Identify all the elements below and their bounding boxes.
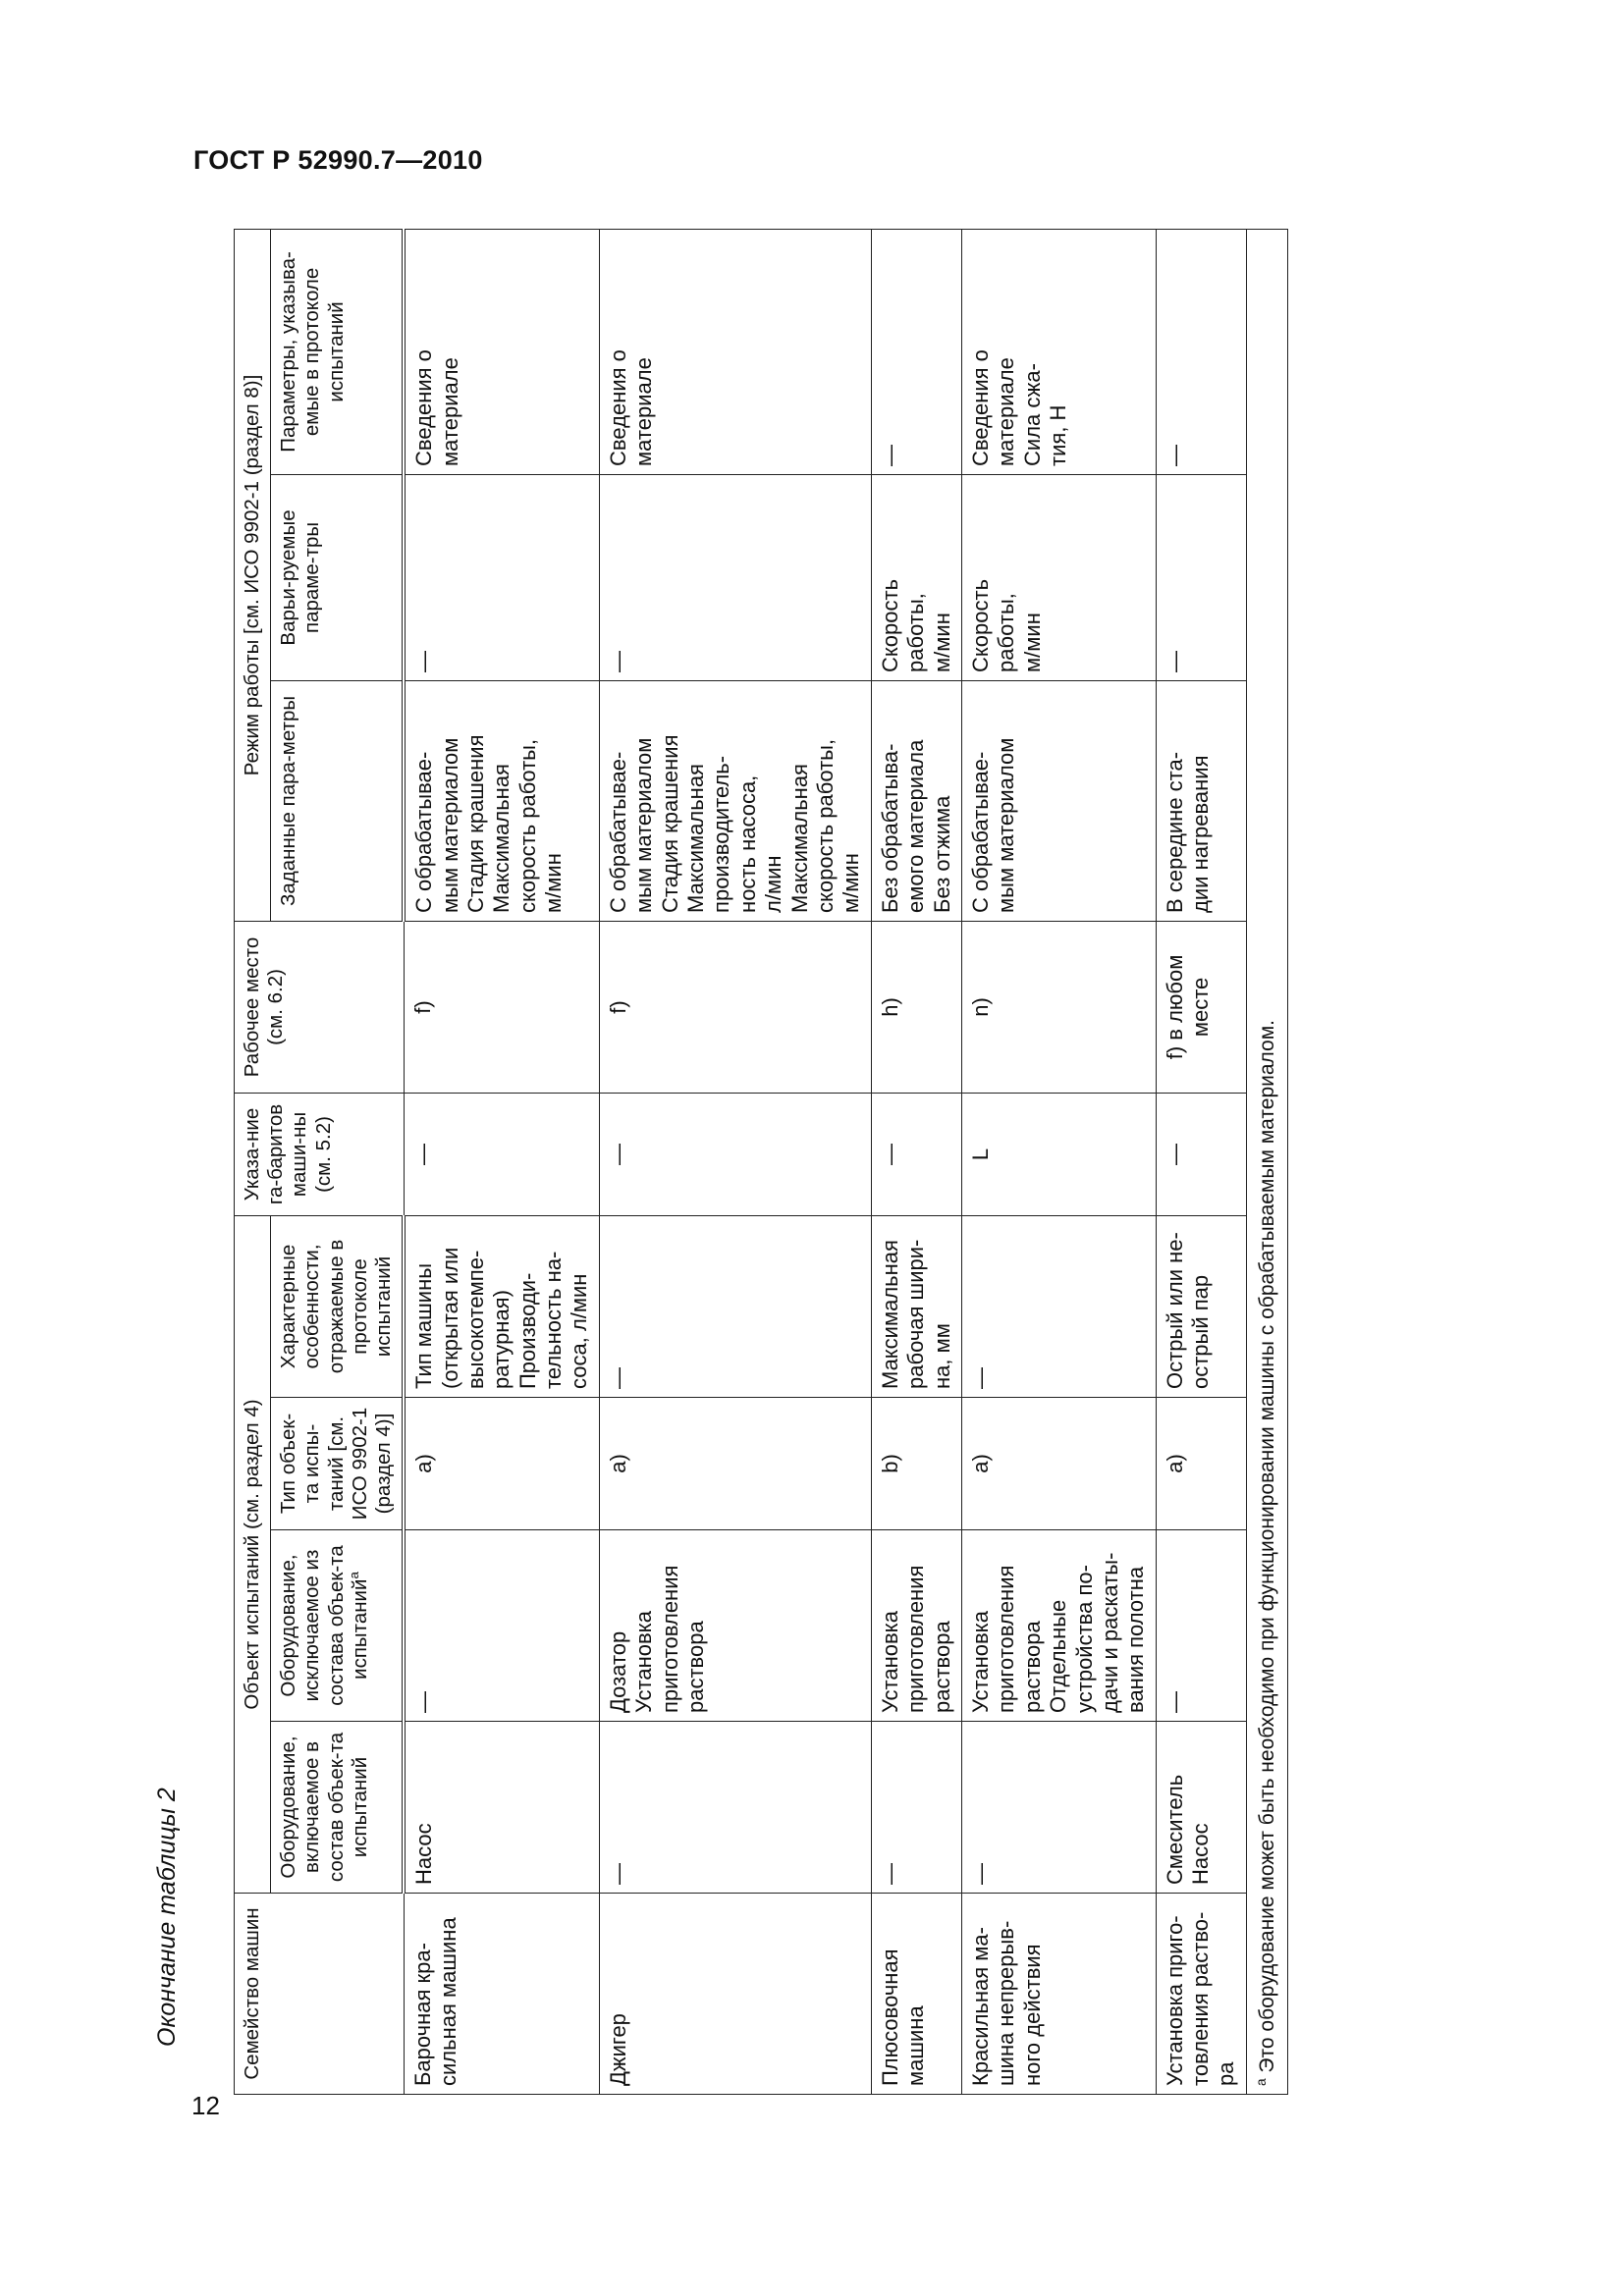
- table-footnote: [1246, 229, 1287, 2094]
- cell-line: на, мм: [929, 1323, 954, 1389]
- cell-line: материале: [994, 357, 1019, 466]
- equipment-excluded-cell: [871, 1530, 961, 1722]
- cell-line: f): [409, 1000, 435, 1014]
- cell-line: а): [1162, 1454, 1187, 1473]
- report-parameters-cell: [961, 229, 1156, 474]
- cell-line: Максимальная: [489, 764, 514, 913]
- cell-line: Сведения о: [411, 349, 437, 466]
- cell-line: (открытая или: [437, 1247, 462, 1389]
- workplace-cell: [871, 921, 961, 1093]
- cell-line: м/мин: [541, 853, 567, 913]
- equipment-included-cell: [1156, 1722, 1246, 1894]
- document-code-header: ГОСТ Р 52990.7—2010: [193, 145, 483, 175]
- object-type-cell: [599, 1398, 871, 1530]
- cell-line: Тип машины: [411, 1262, 437, 1389]
- header-equipment-excluded-text: Оборудование, исключаемое из состава объек-та испытаний: [277, 1545, 371, 1706]
- set-parameters-cell: [961, 680, 1156, 921]
- header-operating-mode-group: Режим работы [см. ИСО 9902-1 (раздел 8)]: [235, 229, 271, 921]
- family-cell: [961, 1894, 1156, 2095]
- header-workplace: Рабочее место (см. 6.2): [235, 921, 405, 1093]
- table-row: [961, 229, 1156, 2094]
- machine-families-table: [234, 229, 1288, 2095]
- report-parameters-cell: [404, 229, 599, 474]
- cell-line: h): [877, 997, 902, 1017]
- cell-line: Без отжима: [929, 795, 954, 913]
- cell-line: —: [409, 1143, 435, 1165]
- cell-line: f) в любом: [1162, 954, 1187, 1060]
- cell-line: —: [877, 1143, 902, 1165]
- features-cell: [1156, 1215, 1246, 1397]
- cell-line: машина: [903, 2005, 929, 2086]
- cell-line: тельность на-: [541, 1251, 567, 1389]
- object-type-cell: [1156, 1398, 1246, 1530]
- cell-line: скорость работы,: [812, 738, 838, 913]
- header-object-type: Тип объек-та испы-таний [см. ИСО 9902-1 (раздел 4)]: [271, 1398, 404, 1530]
- table-row: [1156, 229, 1246, 2094]
- dimensions-cell: [599, 1093, 871, 1215]
- cell-line: Скорость: [967, 578, 993, 672]
- cell-line: —: [605, 1863, 630, 1885]
- cell-line: л/мин: [761, 855, 786, 913]
- dimensions-cell: [404, 1093, 599, 1215]
- cell-line: работы,: [903, 593, 929, 672]
- cell-line: Установка: [631, 1611, 657, 1713]
- cell-line: товления раство-: [1188, 1911, 1214, 2086]
- footnote-text: Это оборудование может быть необходимо при функционировании машины с обрабатываемым материалом.: [1255, 1020, 1278, 2079]
- cell-line: Красильная ма-: [967, 1927, 993, 2086]
- report-parameters-cell: [599, 229, 871, 474]
- header-equipment-included: Оборудование, включаемое в состав объек-та испытаний: [271, 1722, 404, 1894]
- cell-line: дачи и раскаты-: [1097, 1552, 1122, 1713]
- table-row: [599, 229, 871, 2094]
- cell-line: устройства по-: [1071, 1565, 1097, 1713]
- cell-line: Стадия крашения: [657, 734, 682, 913]
- features-cell: [961, 1215, 1156, 1397]
- cell-line: материале: [437, 357, 462, 466]
- variable-parameters-cell: [871, 474, 961, 680]
- cell-line: Отдельные: [1046, 1599, 1071, 1713]
- header-test-object-group: Объект испытаний (см. раздел 4): [235, 1215, 271, 1893]
- equipment-excluded-cell: [961, 1530, 1156, 1722]
- cell-line: Максимальная: [683, 764, 709, 913]
- family-cell: [599, 1894, 871, 2095]
- table-body: [404, 229, 1246, 2094]
- dimensions-cell: [871, 1093, 961, 1215]
- cell-line: ность насоса,: [734, 774, 760, 913]
- header-variable-parameters: Варьи-руемые параме-тры: [271, 474, 404, 680]
- header-set-parameters: Заданные пара-метры: [271, 680, 404, 921]
- cell-line: —: [967, 1863, 993, 1885]
- cell-line: Стадия крашения: [462, 734, 488, 913]
- cell-line: приготовления: [903, 1565, 929, 1713]
- rotated-table-container: [234, 230, 1422, 2095]
- set-parameters-cell: [871, 680, 961, 921]
- cell-line: —: [877, 1863, 902, 1885]
- cell-line: Насос: [1188, 1823, 1214, 1885]
- cell-line: Джигер: [605, 2013, 630, 2086]
- cell-line: —: [411, 650, 437, 672]
- cell-line: Производи-: [514, 1272, 540, 1389]
- equipment-included-cell: [404, 1722, 599, 1894]
- cell-line: высокотемпе-: [462, 1250, 488, 1389]
- cell-line: ратурная): [489, 1290, 514, 1389]
- cell-line: Установка: [877, 1611, 902, 1713]
- cell-line: —: [1162, 444, 1187, 466]
- cell-line: ра: [1214, 2061, 1239, 2086]
- header-features: Характерные особенности, отражаемые в протоколе испытаний: [271, 1215, 404, 1397]
- cell-line: раствора: [683, 1621, 709, 1713]
- cell-line: скорость работы,: [514, 738, 540, 913]
- cell-line: мым материалом: [437, 737, 462, 913]
- workplace-cell: [599, 921, 871, 1093]
- cell-line: Сведения о: [605, 349, 630, 466]
- cell-line: вания полотна: [1123, 1566, 1149, 1713]
- features-cell: [599, 1215, 871, 1397]
- cell-line: —: [605, 1367, 630, 1389]
- cell-line: С обрабатывае-: [605, 751, 630, 913]
- cell-line: Острый или не-: [1162, 1232, 1187, 1389]
- cell-line: Смеситель: [1162, 1774, 1187, 1885]
- variable-parameters-cell: [1156, 474, 1246, 680]
- equipment-included-cell: [871, 1722, 961, 1894]
- workplace-cell: [961, 921, 1156, 1093]
- cell-line: L: [967, 1148, 993, 1161]
- equipment-excluded-cell: [599, 1530, 871, 1722]
- table-caption: Окончание таблицы 2: [153, 1788, 181, 2047]
- cell-line: Установка: [967, 1611, 993, 1713]
- cell-line: производитель-: [709, 755, 734, 913]
- cell-line: мым материалом: [994, 737, 1019, 913]
- cell-line: —: [605, 1143, 630, 1165]
- equipment-included-cell: [599, 1722, 871, 1894]
- cell-line: мым материалом: [631, 737, 657, 913]
- cell-line: а): [967, 1454, 993, 1473]
- cell-line: Установка приго-: [1162, 1915, 1187, 2086]
- cell-line: соса, л/мин: [567, 1273, 592, 1389]
- cell-line: —: [1162, 650, 1187, 672]
- cell-line: —: [411, 1691, 437, 1713]
- equipment-excluded-cell: [1156, 1530, 1246, 1722]
- header-equipment-excluded: [271, 1530, 404, 1722]
- family-cell: [404, 1894, 599, 2095]
- cell-line: —: [967, 1367, 993, 1389]
- workplace-cell: [1156, 921, 1246, 1093]
- cell-line: Насос: [411, 1823, 437, 1885]
- cell-line: Дозатор: [605, 1630, 630, 1713]
- cell-line: В середине ста-: [1162, 751, 1187, 913]
- cell-line: С обрабатывае-: [967, 751, 993, 913]
- cell-line: емого материала: [903, 739, 929, 913]
- cell-line: рабочая шири-: [903, 1239, 929, 1389]
- cell-line: Сведения о: [967, 349, 993, 466]
- header-report-parameters: Параметры, указыва-емые в протоколе испытаний: [271, 229, 404, 474]
- cell-line: ного действия: [1019, 1944, 1045, 2086]
- equipment-included-cell: [961, 1722, 1156, 1894]
- variable-parameters-cell: [404, 474, 599, 680]
- report-parameters-cell: [1156, 229, 1246, 474]
- cell-line: сильная машина: [436, 1917, 461, 2086]
- cell-line: раствора: [1019, 1621, 1045, 1713]
- family-cell: [871, 1894, 961, 2095]
- footnote-marker: a: [346, 1572, 361, 1579]
- workplace-cell: [404, 921, 599, 1093]
- table-row: [404, 229, 599, 2094]
- set-parameters-cell: [599, 680, 871, 921]
- dimensions-cell: [961, 1093, 1156, 1215]
- set-parameters-cell: [1156, 680, 1246, 921]
- cell-line: Максимальная: [877, 1240, 902, 1389]
- variable-parameters-cell: [599, 474, 871, 680]
- cell-line: Без обрабатыва-: [877, 743, 902, 913]
- page-number: 12: [191, 2091, 220, 2120]
- cell-line: материале: [631, 357, 657, 466]
- header-dimensions: Указа-ние га-баритов маши-ны (см. 5.2): [235, 1093, 405, 1215]
- cell-line: тия, Н: [1046, 404, 1071, 466]
- cell-line: шина непрерыв-: [994, 1920, 1019, 2086]
- report-parameters-cell: [871, 229, 961, 474]
- cell-line: раствора: [929, 1621, 954, 1713]
- cell-line: Сила сжа-: [1019, 363, 1045, 466]
- cell-line: а): [605, 1454, 630, 1473]
- family-cell: [1156, 1894, 1246, 2095]
- cell-line: —: [1162, 1691, 1187, 1713]
- variable-parameters-cell: [961, 474, 1156, 680]
- set-parameters-cell: [404, 680, 599, 921]
- cell-line: —: [605, 650, 630, 672]
- table-row: [871, 229, 961, 2094]
- cell-line: —: [877, 444, 902, 466]
- cell-line: b): [877, 1454, 902, 1473]
- dimensions-cell: [1156, 1093, 1246, 1215]
- object-type-cell: [404, 1398, 599, 1530]
- cell-line: а): [411, 1454, 437, 1473]
- cell-line: работы,: [994, 593, 1019, 672]
- cell-line: месте: [1188, 977, 1214, 1038]
- header-family: Семейство машин: [235, 1894, 405, 2095]
- cell-line: Барочная кра-: [409, 1943, 435, 2086]
- cell-line: м/мин: [929, 613, 954, 672]
- object-type-cell: [871, 1398, 961, 1530]
- cell-line: n): [967, 997, 993, 1017]
- cell-line: Плюсовочная: [877, 1949, 902, 2086]
- cell-line: Скорость: [877, 578, 902, 672]
- cell-line: м/мин: [839, 853, 864, 913]
- footnote-mark: a: [1253, 2078, 1269, 2086]
- features-cell: [404, 1215, 599, 1397]
- cell-line: острый пар: [1188, 1274, 1214, 1389]
- cell-line: С обрабатывае-: [411, 751, 437, 913]
- features-cell: [871, 1215, 961, 1397]
- cell-line: приготовления: [657, 1565, 682, 1713]
- cell-line: дии нагревания: [1188, 755, 1214, 913]
- equipment-excluded-cell: [404, 1530, 599, 1722]
- cell-line: —: [1162, 1143, 1187, 1165]
- cell-line: м/мин: [1019, 613, 1045, 672]
- cell-line: Максимальная: [786, 764, 812, 913]
- object-type-cell: [961, 1398, 1156, 1530]
- cell-line: f): [605, 1000, 630, 1014]
- cell-line: приготовления: [994, 1565, 1019, 1713]
